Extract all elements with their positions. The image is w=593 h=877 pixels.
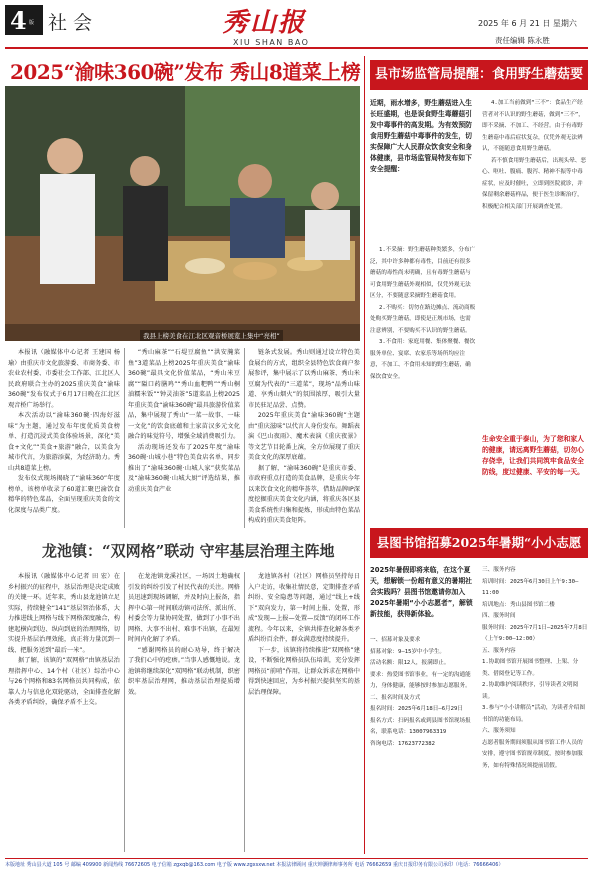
- market-notice-paragraph: 3.不食用：家庭用餐、集体聚餐、餐饮服务单位、宴席、农家乐等场所均应注意，不加工、不食用未知的野生蘑菇，确保饮食安全。: [370, 339, 476, 380]
- article1-column-1: [8, 348, 120, 516]
- page-number: 4: [10, 6, 27, 35]
- library-notice-intro: 2025年暑假即将来临，在这个夏天，想解锁一份超有意义的暑期社会实践吗？县图书馆邀请你加入2025年暑期“小小志愿者”，解锁新技能，获得新体验。: [370, 566, 473, 618]
- library-notice-column-2: [482, 565, 588, 772]
- article1-paragraph: 本报讯（融媒体中心记者 王建国 杨 瑜）由重庆市文化旅游委、市商务委、市农业农村委、市委社会工作部、江北区人民政府联合主办的2025重庆美食“渝味360碗”发布仪式于6月17日晚在江北区观音桥广场举行。: [8, 349, 120, 409]
- library-notice-line: 三、服务内容: [482, 567, 516, 573]
- header-rule: [5, 47, 588, 49]
- article2-paragraph: 龙池镇各村（社区）网格员坚持每日入户走访，收集社情民意，定期排查矛盾纠纷、安全隐患等问题，通过“线上+线下”双向发力，第一时间上报、处置，形成“发现—上报—处置—反馈”的闭环工作流程。今年以来，全镇共排查化解各类矛盾纠纷百余件，群众满意度持续提升。: [248, 573, 360, 643]
- library-notice-line: 3.参与“小小讲解员”活动，为读者介绍图书馆的功能布局。: [482, 705, 585, 723]
- article1-paragraph: 链条式发展。秀山则通过设立特色美食展台的方式，组织全县特色饮食商户参展参评，集中展示了以秀山麻茶、秀山米豆腐为代表的“三道菜”，现场“品秀山味道、享秀山烟火”的氛围浓厚，吸引大量市民驻足品尝、点赞。: [248, 349, 360, 409]
- library-notice-line: 活动名额：限12人，报满即止。: [370, 660, 450, 666]
- article2-paragraph: 在龙池镇龙溪社区，一场因土地确权引发的纠纷引发了村民代表的关注。网格员迅速到现场调解，并及时向上报备，指挥中心第一时间联动镇司法所、派出所、村委会等力量协同处置，做到了小事不出网格、大事不出村、难事不出镇，在最短时间内化解了矛盾。: [128, 573, 240, 643]
- article1-column-3: [248, 348, 360, 527]
- library-notice-title: 县图书馆招募2025年暑期“小小志愿者”: [370, 528, 588, 558]
- article1-paragraph: “秀山麻茶”“石堤豆腐鱼”“洪安腌菜鱼”3道菜品上榜2025年重庆美食“渝味360碗”最具文化价值菜品，“秀山米豆腐”“隘口药膳鸡”“秀山血粑鸭”“秀山桐油糯米饭”“钟灵油茶”5道菜品上榜2025年重庆美食“渝味360碗”最具旅游价值菜品，集中展现了秀山“一菜一故事、一味一文化”的饮食底蕴和土家苗汉多元文化融合的味觉符号，增强全域消费吸引力。: [128, 349, 240, 440]
- column-divider: [124, 348, 125, 528]
- library-notice-line: 五、服务内容: [482, 647, 516, 654]
- article2-paragraph: 据了解，该镇的“双网格”由镇基层治理指挥中心、14个村（社区）综治中心与26个网格和83名网格员共同构成，依靠人力与信息化双轮驱动，全面排查化解各类矛盾纠纷，确保矛盾不上交。: [8, 657, 120, 706]
- market-notice-title: 县市场监管局提醒：食用野生蘑菇要注意: [370, 60, 588, 90]
- market-notice-paragraph: 2.不购买：切勿在路边摊点、流动商贩处购买野生蘑菇，即使是正规市场，也需注意辨别，不要购买不认识的野生蘑菇。: [370, 304, 476, 334]
- article1-photo-caption: 我县上榜美食在江北区观音桥展览上集中“亮相”: [140, 330, 283, 341]
- library-notice-line: 六、服务须知: [482, 728, 516, 734]
- market-notice-paragraph: 4.加工当前做到“三不”：食品生产经营者对不认识的野生蘑菇，做到“三不”，即不采摘、不加工、不经营。由于有毒野生蘑菇中毒后症状复杂，仅凭外观无法辨认，不能随意食用野生蘑菇。: [482, 100, 584, 152]
- library-notice-line: 报名时间：2025年6月18日—6月29日: [370, 706, 463, 712]
- page-number-box: [5, 5, 43, 35]
- library-notice-line: 服务时间：2025年7月1日—2025年7月8日（上午9:00—12:00）: [482, 624, 588, 642]
- library-notice-line: 培训时间：2025年6月30日上午9:30—11:00: [482, 578, 579, 596]
- library-notice-line: 报名方式：扫码报名或到县图书馆现场报名，联系电话：13007963319: [370, 717, 471, 735]
- library-notice-line: 培训地点：秀山县图书馆二楼: [482, 601, 555, 608]
- library-notice-line: 招募对象：9—15岁中小学生。: [370, 648, 446, 655]
- page-number-label: 版: [29, 20, 35, 26]
- article2-paragraph: 本报讯（融媒体中心记者 田 宏）在乡村振兴的征程中，基层治理是决定成败的关键一环。近年来，秀山县龙池镇立足实际，持续健全“141”基层智治体系，大力推进线上网格与线下网格深度融合，构建起横向到边、纵向到底的治理网络，切实提升基层治理效能，真正将力量沉到一线、把服务送到“最后一米”。: [8, 573, 120, 654]
- library-notice-line: 志愿者服务期间须服从图书馆工作人员的安排，遵守图书馆规章制度，按时参加服务，如有特殊情况须提前请假。: [482, 739, 583, 769]
- article1-paragraph: 发布仪式现场揭晓了“渝味360”年度榜单，该榜单收录了60道汇聚巴渝饮食精华的特色菜品，全面呈现重庆美食的文化深度与品类广度。: [8, 475, 120, 514]
- section-title: 社 会: [48, 12, 93, 34]
- library-notice-line: 1.协助图书馆开展图书整理、上架、分类、借阅登记等工作。: [482, 659, 579, 677]
- responsible-editor: 责任编辑 陈永胜: [495, 36, 550, 45]
- market-notice-column-1: [370, 245, 476, 383]
- article1-column-2: [128, 348, 240, 495]
- library-notice-line: 四、服务时间: [482, 613, 516, 619]
- library-notice-line: 咨询电话：17623772382: [370, 740, 436, 747]
- article2-column-3: [248, 572, 360, 698]
- newspaper-logo: 秀山报: [222, 8, 307, 38]
- article1-paragraph: 据了解，“渝味360碗”是重庆市委、市政府重点打造的美食品牌，是重庆今年以来饮食文化的精华荟萃，借助品牌IP深度挖掘重庆美食文化内涵，将重庆各区县美食系统性归集和提炼，形成由特色菜品构成的重庆美食矩阵。: [248, 464, 360, 524]
- article1-paragraph: 活动现场还发布了2025年度“渝味360碗·山城小巷”特色美食店名单，同步推出了“渝味360碗·山城人家”获奖菜品及“渝味360碗·山城大厨”评选结果，推动重庆美食产业: [128, 443, 240, 493]
- column-divider: [244, 572, 245, 852]
- library-notice-line: 要求：热爱图书馆事业，有一定的沟通能力，身体健康，能够按时参加志愿服务。: [370, 671, 471, 689]
- article1-paragraph: 2025年重庆美食“渝味360碗”主题由“重庆滋味”以代言人身份发布。舞蹈表演《巴山夜雨》、魔术表演《重庆夜景》等文艺节目轮番上演，全方位展现了重庆美食文化的深厚底蕴。: [248, 412, 360, 461]
- market-notice-paragraph: 1.不采摘：野生蘑菇种类繁多，分布广泛，其中许多种都有毒性，目前还有很多蘑菇的毒性尚未明确，且有毒野生蘑菇与可食用野生蘑菇外观相似，仅凭外观无法区分，不要随意采摘野生蘑菇食用。: [370, 247, 476, 299]
- article2-headline: 龙池镇：“双网格”联动 守牢基层治理主阵地: [42, 542, 335, 560]
- footer-imprint: 本版地址 秀山县大道 105 号 邮编 409900 新闻热线 76672605 电子信箱 zgxqb@163.com 电子版 www.zgxsxw.net 本报法律顾问 重庆坤灏律师事务所 电话 76662659 重庆日报印务有限公司承印（电话：76666406）: [5, 862, 504, 868]
- article2-paragraph: 下一步，该镇将持续推进“双网格”建设，不断强化网格员队伍培训，充分发挥网格员“前哨”作用，让群众诉求在网格中得到快速回应，为乡村振兴提供坚实的基层治理保障。: [248, 646, 360, 696]
- library-notice-column-1: [370, 635, 476, 750]
- article1-paragraph: 本次活动以“渝味360碗·四海好滋味”为主题，通过发布年度优质美食榜单、打造沉浸式美食体验场景，深化“美食+文化”“美食+旅游”融合，以美食为城市代言，为旅游添翼，为经济助力。秀山共8道菜上榜。: [8, 412, 120, 472]
- library-notice-line: 一、招募对象及要求: [370, 637, 421, 643]
- library-notice-line: 二、报名时间及方式: [370, 694, 421, 701]
- article1-headline: 2025“渝味360碗”发布 秀山8道菜上榜: [10, 60, 361, 84]
- market-notice-outro: 生命安全重于泰山，为了您和家人的健康，请远离野生蘑菇，切勿心存侥幸，让我们共同筑牢食品安全防线，度过健康、平安的每一天。: [482, 435, 584, 476]
- page-vertical-divider: [364, 56, 365, 854]
- article2-paragraph: “感谢网格员的耐心劝导，终于解决了我们心中的疙瘩。”当事人感慨地说。龙池镇将继续深化“双网格”联动机制，织密织牢基层治理网，推动基层治理提质增效。: [128, 646, 240, 696]
- article1-photo: [5, 86, 360, 341]
- footer-rule: [5, 858, 588, 859]
- market-notice-column-2: [482, 98, 588, 213]
- event-photo-illustration: [5, 86, 360, 341]
- column-divider: [124, 572, 125, 852]
- market-notice-intro: 近期，雨水增多，野生蘑菇进入生长旺盛期，也是误食野生毒蘑菇引发中毒事件的高发期。为有效预防食用野生蘑菇中毒事件的发生，切实保障广大人民群众饮食安全和身体健康，县市场监管局特发布如下安全提醒：: [370, 99, 472, 173]
- market-notice-paragraph: 若不慎食用野生蘑菇后，出现头晕、恶心、呕吐、腹痛、腹泻、精神不振等中毒症状，应及时催吐，立即到医院就诊，并保留剩余蘑菇样品，便于医生诊断治疗，积极配合相关部门开展调查处置。: [482, 157, 587, 210]
- newspaper-logo-subtitle: XIU SHAN BAO: [233, 38, 310, 47]
- article2-column-2: [128, 572, 240, 698]
- library-notice-line: 2.协助维护阅读秩序，引导读者文明阅读。: [482, 682, 579, 700]
- issue-date: 2025 年 6 月 21 日 星期六: [478, 19, 577, 28]
- article2-column-1: [8, 572, 120, 709]
- column-divider: [244, 348, 245, 528]
